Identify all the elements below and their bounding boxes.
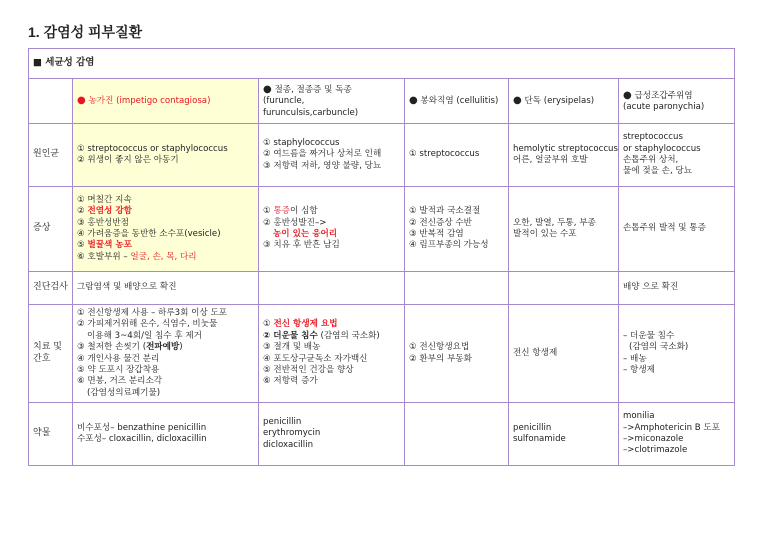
infection-table bbox=[28, 48, 735, 466]
cell-treatment-1: ① 전신항생제 사용 – 하루3회 이상 도포 ② 가피제거위해 온수, 식염수, 비눗물 이용해 3~4회/일 침수 후 제거 ③ 철저한 손씻기 (전파예방) ④ 개인사용 물건 분리 ⑤ 약 도포시 장갑착용 ⑥ 면봉, 거즈 분리소각 (감염성의료폐기물) bbox=[73, 305, 259, 403]
cell-drug-1: 비수포성– benzathine penicillin 수포성– cloxacillin, dicloxacillin bbox=[73, 403, 259, 466]
cell-treatment-3: ① 전신항생요법 ② 환부의 부동화 bbox=[405, 305, 509, 403]
cell-treatment-5: – 더운물 침수 (감염의 국소화) – 배농 – 항생제 bbox=[619, 305, 735, 403]
col-furuncle-name: 절종, 절종증 및 독종 bbox=[274, 84, 352, 95]
col-paronychia-name: 급성조갑주위염 bbox=[634, 90, 693, 101]
row-label-symptom: 증상 bbox=[29, 187, 73, 272]
cell-symptom-2: ① 통증이 심함 ② 홍반성발진–> 농이 있는 응어리 ③ 치유 후 반흔 남김 bbox=[259, 187, 405, 272]
cell-symptom-1: ① 며칠간 지속 ② 전염성 강함 ③ 홍반성반점 ④ 가려움증을 동반한 소수포(vesicle) ⑤ 벌꿀색 농포 ⑥ 호발부위 – 얼굴, 손, 목, 다리 bbox=[73, 187, 259, 272]
cell-drug-3 bbox=[405, 403, 509, 466]
row-label-cause: 원인균 bbox=[29, 124, 73, 187]
cell-diagnosis-4 bbox=[509, 272, 619, 305]
cell-drug-4: penicillin sulfonamide bbox=[509, 403, 619, 466]
col-furuncle-sub: (furuncle, furunculsis,carbuncle) bbox=[263, 96, 359, 118]
cell-cause-5: streptococcus or staphylococcus 손톱주위 상처, 물에 젖을 손, 당뇨 bbox=[619, 124, 735, 187]
table-row-diagnosis bbox=[29, 272, 735, 305]
cell-drug-5: monilia –>Amphotericin B 도포 –>miconazole –>clotrimazole bbox=[619, 403, 735, 466]
cell-diagnosis-2 bbox=[259, 272, 405, 305]
corner-cell bbox=[29, 79, 73, 124]
page-title: 1. 감염성 피부질환 bbox=[28, 24, 143, 40]
cell-cause-1: ① streptococcus or staphylococcus ② 위생이 좋지 않은 아동기 bbox=[73, 124, 259, 187]
col-impetigo: ● 농가진 (impetigo contagiosa) bbox=[73, 79, 259, 124]
cell-cause-2: ① staphylococcus ② 여드름을 짜거나 상처로 인해 ③ 저항력 저하, 영양 불량, 당뇨 bbox=[259, 124, 405, 187]
column-header-row bbox=[29, 79, 735, 124]
cell-treatment-4: 전신 항생제 bbox=[509, 305, 619, 403]
cell-diagnosis-1: 그람염색 및 배양으로 확진 bbox=[73, 272, 259, 305]
col-erysipelas: ● 단독 (erysipelas) bbox=[509, 79, 619, 124]
table-row-cause bbox=[29, 124, 735, 187]
cell-diagnosis-3 bbox=[405, 272, 509, 305]
cell-cause-4: hemolytic streptococcus 어른, 얼굴부위 호발 bbox=[509, 124, 619, 187]
table-row-symptom bbox=[29, 187, 735, 272]
cell-symptom-3: ① 발적과 국소결절 ② 전신증상 수반 ③ 반복적 감염 ④ 림프부종의 가능성 bbox=[405, 187, 509, 272]
section-header: ■ 세균성 감염 bbox=[29, 49, 735, 79]
cell-drug-2: penicillin erythromycin dicloxacillin bbox=[259, 403, 405, 466]
row-label-drug: 약물 bbox=[29, 403, 73, 466]
col-impetigo-name: 농가진 (impetigo contagiosa) bbox=[88, 96, 211, 107]
cell-symptom-4: 오한, 발열, 두통, 부종 발적이 있는 수포 bbox=[509, 187, 619, 272]
cell-treatment-2: ① 전신 항생제 요법 ② 더운물 침수 (감염의 국소화) ③ 절개 및 배농 ④ 포도상구균독소 자가백신 ⑤ 전반적인 건강을 향상 ⑥ 저항력 증가 bbox=[259, 305, 405, 403]
col-paronychia: ● 급성조갑주위염 (acute paronychia) bbox=[619, 79, 735, 124]
row-label-treatment: 치료 및 간호 bbox=[29, 305, 73, 403]
col-erysipelas-name: 단독 (erysipelas) bbox=[524, 96, 595, 107]
col-furuncle: ● 절종, 절종증 및 독종 (furuncle, furunculsis,carbuncle) bbox=[259, 79, 405, 124]
col-paronychia-sub: (acute paronychia) bbox=[623, 102, 705, 112]
row-label-diagnosis: 진단검사 bbox=[29, 272, 73, 305]
col-cellulitis: ● 봉와직염 (cellulitis) bbox=[405, 79, 509, 124]
cell-cause-3: ① streptococcus bbox=[405, 124, 509, 187]
table-row-drug bbox=[29, 403, 735, 466]
col-cellulitis-name: 봉와직염 (cellulitis) bbox=[420, 96, 499, 107]
table-row-treatment bbox=[29, 305, 735, 403]
cell-diagnosis-5: 배양 으로 확진 bbox=[619, 272, 735, 305]
cell-symptom-5: 손톱주위 발적 및 통증 bbox=[619, 187, 735, 272]
